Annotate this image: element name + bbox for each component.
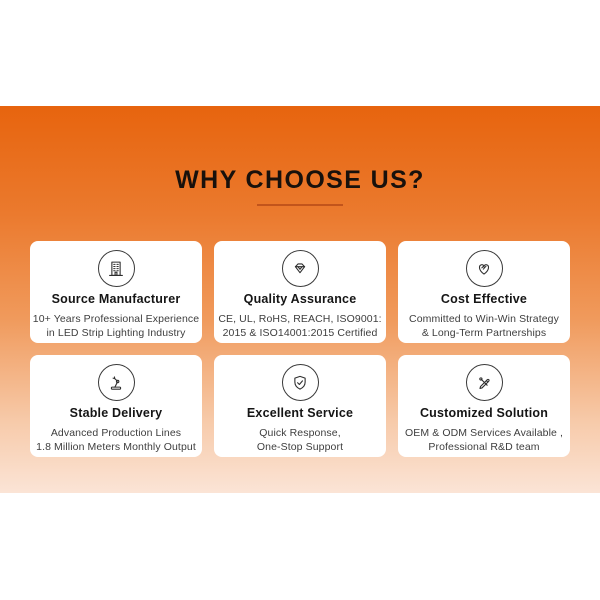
card-title: Excellent Service xyxy=(246,406,354,420)
card-description-line2: & Long-Term Partnerships xyxy=(421,326,547,339)
card-title: Stable Delivery xyxy=(69,406,163,420)
card-title: Source Manufacturer xyxy=(51,292,181,306)
shield-check-icon xyxy=(282,364,319,401)
card-description xyxy=(36,427,196,454)
card-description xyxy=(218,313,381,340)
card-description-line2: 2015 & ISO14001:2015 Certified xyxy=(222,326,378,339)
title-underline xyxy=(257,204,343,206)
building-icon xyxy=(98,250,135,287)
card-description-line1: 10+ Years Professional Experience xyxy=(32,313,200,325)
card-description xyxy=(33,313,199,340)
card-description-line1: Quick Response, xyxy=(259,427,341,439)
heart-handshake-icon xyxy=(466,250,503,287)
card-quality-assurance xyxy=(214,241,386,343)
card-cost-effective xyxy=(398,241,570,343)
robot-arm-icon xyxy=(98,364,135,401)
tools-icon xyxy=(466,364,503,401)
benefits-grid xyxy=(30,241,570,457)
card-description xyxy=(409,313,559,340)
card-source-manufacturer xyxy=(30,241,202,343)
card-description xyxy=(405,427,563,454)
card-description-line2: 1.8 Million Meters Monthly Output xyxy=(36,440,196,453)
card-excellent-service xyxy=(214,355,386,457)
card-description-line2: Professional R&D team xyxy=(428,440,540,453)
card-description-line2: in LED Strip Lighting Industry xyxy=(46,326,186,339)
card-title: Cost Effective xyxy=(440,292,528,306)
card-title: Customized Solution xyxy=(419,406,549,420)
card-stable-delivery xyxy=(30,355,202,457)
card-title: Quality Assurance xyxy=(243,292,357,306)
hero-banner xyxy=(0,106,600,493)
card-description-line1: OEM & ODM Services Available , xyxy=(404,427,564,439)
card-customized-solution xyxy=(398,355,570,457)
card-description-line1: Committed to Win-Win Strategy xyxy=(409,313,559,325)
diamond-icon xyxy=(282,250,319,287)
card-description-line1: Advanced Production Lines xyxy=(50,427,182,439)
card-description-line1: CE, UL, RoHS, REACH, ISO9001: xyxy=(218,313,382,325)
page-title: WHY CHOOSE US? xyxy=(175,166,425,194)
card-description-line2: One-Stop Support xyxy=(256,440,344,453)
card-description xyxy=(257,427,343,454)
